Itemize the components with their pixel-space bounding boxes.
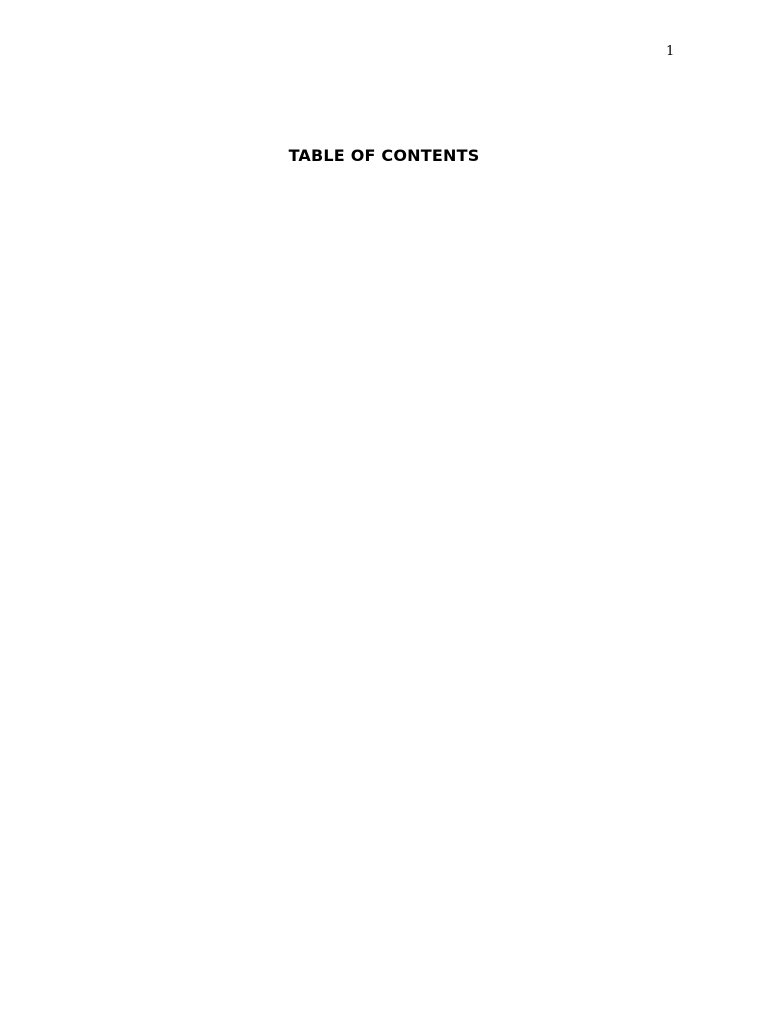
toc-entry-plan bbox=[90, 755, 680, 804]
toc-entry-tools bbox=[90, 816, 680, 865]
toc-entry-acknowledgement bbox=[90, 203, 680, 252]
toc-entry-certificate bbox=[90, 326, 680, 375]
toc-entry-objectives bbox=[90, 448, 680, 497]
toc-entry-advantages bbox=[90, 509, 680, 558]
toc-entry-sdlc bbox=[90, 571, 680, 620]
page-title: TABLE OF CONTENTS bbox=[288, 146, 480, 165]
toc-entry-feasibility bbox=[90, 632, 680, 681]
toc-entry-introduction bbox=[90, 387, 680, 436]
toc-entry-preface bbox=[90, 264, 680, 313]
toc-entry-drawback bbox=[90, 693, 680, 742]
toc-entry-tables bbox=[90, 877, 680, 926]
page-number: 1 bbox=[666, 44, 675, 59]
toc-list bbox=[90, 203, 680, 939]
